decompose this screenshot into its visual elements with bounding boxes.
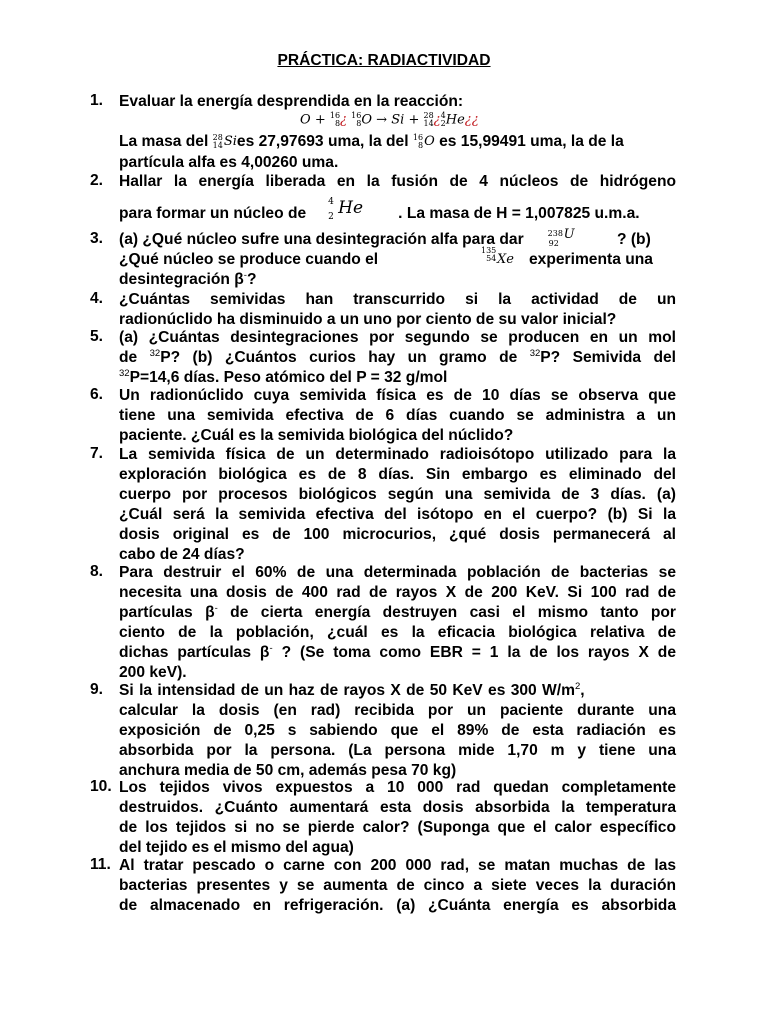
page-title: PRÁCTICA: RADIACTIVIDAD (277, 52, 491, 69)
question-number: 1. (90, 92, 104, 109)
q11-line-2: bacterias presentes y se aumenta de cinco a siete veces la duración (119, 877, 676, 894)
question-number: 4. (90, 290, 104, 307)
q5-line-1: (a) ¿Cuántas desintegraciones por segundo se producen en un mol (119, 329, 676, 346)
q2-line-2: para formar un núcleo de 4 2 He . La masa de H = 1,007825 u.m.a. (119, 197, 640, 222)
helium-nucleus: He (338, 198, 364, 218)
xenon-nucleus: Xe (497, 252, 514, 267)
q7-line-2: exploración biológica es de 8 días. Sin embargo es eliminado del (119, 466, 676, 483)
q6-line-2: tiene una semivida efectiva de 6 días cuando se administra a un (119, 407, 676, 424)
q9-line-3: exposición de 0,25 s sabiendo que el 89% de esta radiación es (119, 722, 676, 739)
question-number: 9. (90, 681, 104, 698)
q7-line-4: ¿Cuál será la semivida efectiva del isótopo en el cuerpo? (b) Si la (119, 506, 676, 523)
q10-line-1: Los tejidos vivos expuestos a 10 000 rad quedan completamente (119, 779, 676, 796)
question-number: 3. (90, 230, 104, 247)
q1-line-3: partícula alfa es 4,00260 uma. (119, 154, 339, 172)
q8-line-1: Para destruir el 60% de una determinada población de bacterias se (119, 564, 676, 581)
q9-line-2: calcular la dosis (en rad) recibida por un paciente durante una (119, 702, 676, 719)
question-number: 5. (90, 328, 104, 345)
uranium-nucleus: U (563, 227, 575, 242)
question-number: 6. (90, 386, 104, 403)
q7-line-5: dosis original es de 100 microcurios, ¿qué dosis permanecerá al (119, 526, 676, 543)
q8-line-3: partículas β- de cierta energía destruyen casi el mismo tanto por (119, 603, 676, 621)
question-number: 8. (90, 563, 104, 580)
q8-line-4: ciento de la población, ¿cuál es la eficacia biológica relativa de (119, 624, 676, 641)
q3-line-1: (a) ¿Qué núcleo sufre una desintegración alfa para dar 238 92 U ? (b) (119, 227, 651, 248)
q10-line-2: destruidos. ¿Cuánto aumentará esta dosis absorbida la temperatura (119, 799, 676, 816)
q5-line-3: $^{32}$P=14,6 días. Peso atómico del P = 32 g/mol (119, 368, 448, 386)
q2-line-1: Hallar la energía liberada en la fusión de 4 núcleos de hidrógeno (119, 173, 676, 190)
question-number: 7. (90, 445, 104, 462)
q4-line-2: radionúclido ha disminuido a un uno por ciento de su valor inicial? (119, 311, 617, 328)
q10-line-3: de los tejidos si no se pierde calor? (Suponga que el calor específico (119, 819, 676, 836)
q7-line-6: cabo de 24 días? (119, 546, 245, 563)
q3-line-2: ¿Qué núcleo se produce cuando el 135 54 Xe experimenta una (119, 246, 653, 268)
question-number: 11. (90, 856, 111, 873)
q6-line-1: Un radionúclido cuya semivida física es de 10 días se observa que (119, 387, 676, 404)
q6-line-3: paciente. ¿Cuál es la semivida biológica del núclido? (119, 427, 514, 444)
question-number: 10. (90, 778, 112, 795)
q9-line-1: Si la intensidad de un haz de rayos X de 50 KeV es 300 $W/m^2$, (119, 681, 585, 699)
q9-line-5: anchura media de 50 cm, además pesa 70 kg) (119, 762, 457, 779)
q5-line-2: de $^{32}$P? (b) ¿Cuántos curios hay un gramo de $^{32}$P? Semivida del (119, 348, 676, 366)
q8-line-5: dichas partículas β- ? (Se toma como EBR = 1 la de los rayos X de (119, 643, 676, 661)
q7-line-3: cuerpo por procesos biológicos según una semivida de 3 días. (a) (119, 486, 676, 503)
q9-line-4: absorbida por la persona. (La persona mide 1,70 m y tiene una (119, 742, 676, 759)
q10-line-4: del tejido es el mismo del agua) (119, 839, 354, 856)
q11-line-1: Al tratar pescado o carne con 200 000 rad, se matan muchas de las (119, 857, 676, 874)
q4-line-1: ¿Cuántas semividas han transcurrido si la actividad de un (119, 291, 676, 308)
q11-line-3: de almacenado en refrigeración. (a) ¿Cuánta energía es absorbida (119, 897, 676, 914)
q8-line-6: 200 keV). (119, 664, 187, 681)
question-number: 2. (90, 172, 104, 189)
q1-line-1: Evaluar la energía desprendida en la reacción: (119, 93, 464, 110)
q3-line-3: desintegración β-? (119, 270, 257, 288)
q1-line-2: La masa del 28 14 Si es 27,97693 uma, la del 16 8 O es 15,99491 uma, la de la (119, 133, 624, 151)
nuclear-reaction-equation: O + 16 8 ¿ 16 8 O → Si + 28 14 ¿ 4 2 He¿¿ (300, 111, 479, 128)
q7-line-1: La semivida física de un determinado radioisótopo utilizado para la (119, 446, 676, 463)
q8-line-2: necesita una dosis de 400 rad de rayos X de 200 KeV. Si 100 rad de (119, 584, 676, 601)
